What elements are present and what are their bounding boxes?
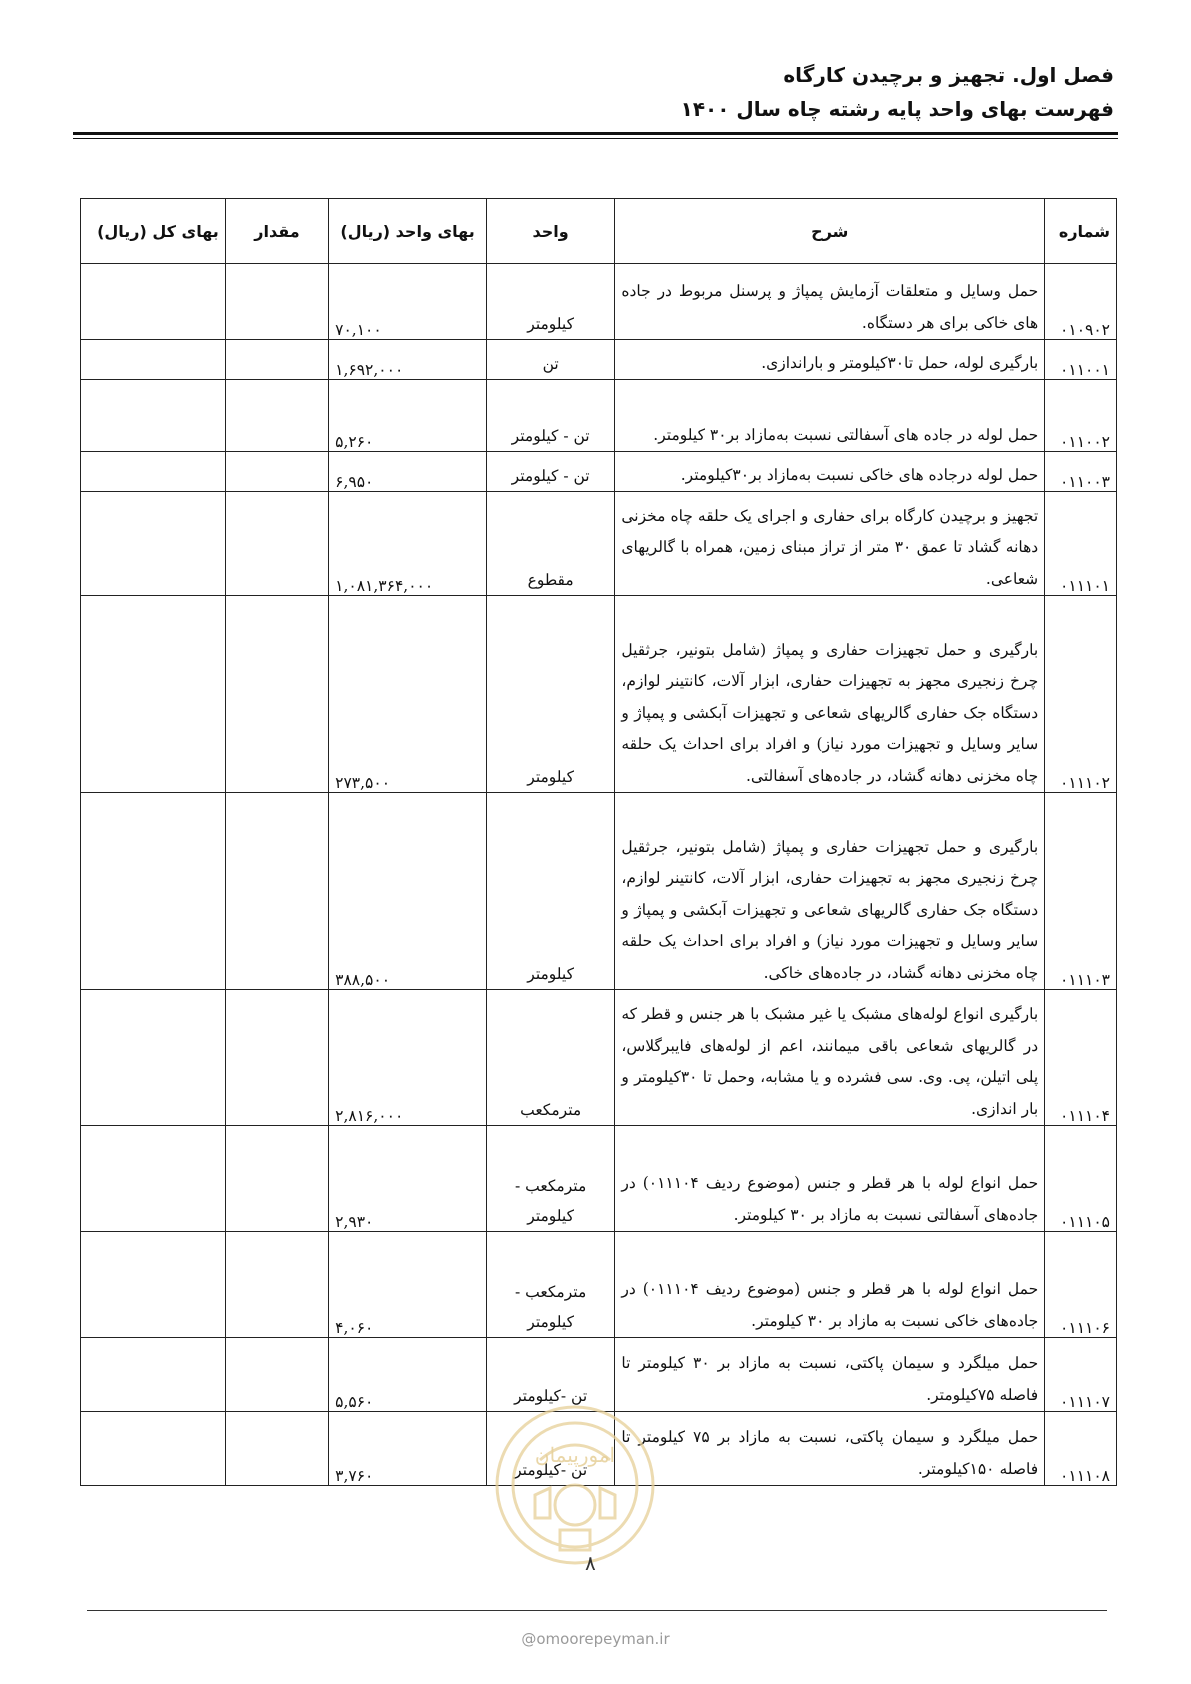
- row-unit-price: ۷۰,۱۰۰: [329, 264, 487, 340]
- row-total: [81, 990, 226, 1126]
- row-unit-price: ۴,۰۶۰: [329, 1232, 487, 1338]
- row-quantity: [225, 452, 328, 492]
- row-total: [81, 492, 226, 596]
- row-unit-price: ۶,۹۵۰: [329, 452, 487, 492]
- watermark-seal-icon: [490, 1400, 660, 1570]
- row-total: [81, 452, 226, 492]
- table-header-row: [81, 199, 1117, 264]
- table-row: [81, 492, 1117, 596]
- row-unit-price: ۳,۷۶۰: [329, 1412, 487, 1486]
- table-row: [81, 452, 1117, 492]
- row-code: ۰۱۱۱۰۷: [1045, 1338, 1117, 1412]
- row-unit: مترمکعب - کیلومتر: [486, 1232, 614, 1338]
- row-code: ۰۱۱۱۰۸: [1045, 1412, 1117, 1486]
- row-description: بارگیری و حمل تجهیزات حفاری و پمپاژ (شامل بتونیر، جرثقیل چرخ زنجیری مجهز به تجهیزات حفاری، ابزار آلات، کانتینر لوازم، دستگاه جک حفاری گالریهای شعاعی و تجهیزات آبکشی و پمپاژ و سایر وسایل و تجهیزات مورد نیاز) و افراد برای احداث یک حلقه چاه مخزنی دهانه گشاد، در جاده‌های خاکی.: [615, 793, 1045, 990]
- row-total: [81, 596, 226, 793]
- row-total: [81, 340, 226, 380]
- row-description: تجهیز و برچیدن کارگاه برای حفاری و اجرای یک حلقه چاه مخزنی دهانه گشاد تا عمق ۳۰ متر از تراز مبنای زمین، همراه با گالریهای شعاعی.: [615, 492, 1045, 596]
- table-row: [81, 1126, 1117, 1232]
- table-row: [81, 793, 1117, 990]
- row-unit-price: ۵,۵۶۰: [329, 1338, 487, 1412]
- row-description: حمل انواع لوله با هر قطر و جنس (موضوع ردیف ۰۱۱۱۰۴) در جاده‌های آسفالتی نسبت به مازاد بر ۳۰ کیلومتر.: [615, 1126, 1045, 1232]
- row-description: حمل وسایل و متعلقات آزمایش پمپاژ و پرسنل مربوط در جاده های خاکی برای هر دستگاه.: [615, 264, 1045, 340]
- header-total: بهای کل (ریال): [81, 199, 226, 264]
- header-description: شرح: [615, 199, 1045, 264]
- row-code: ۰۱۰۹۰۲: [1045, 264, 1117, 340]
- table-row: [81, 1232, 1117, 1338]
- row-quantity: [225, 596, 328, 793]
- row-quantity: [225, 1412, 328, 1486]
- row-quantity: [225, 380, 328, 452]
- table-row: [81, 340, 1117, 380]
- row-quantity: [225, 340, 328, 380]
- row-unit: مقطوع: [486, 492, 614, 596]
- row-code: ۰۱۱۰۰۱: [1045, 340, 1117, 380]
- row-description: بارگیری لوله، حمل تا۳۰کیلومتر و باراندازی.: [615, 340, 1045, 380]
- row-total: [81, 793, 226, 990]
- footer-rule: [87, 1610, 1107, 1611]
- table-row: [81, 264, 1117, 340]
- row-code: ۰۱۱۱۰۱: [1045, 492, 1117, 596]
- row-total: [81, 1412, 226, 1486]
- row-quantity: [225, 1232, 328, 1338]
- row-description: حمل لوله درجاده های خاکی نسبت به‌مازاد بر۳۰کیلومتر.: [615, 452, 1045, 492]
- row-quantity: [225, 793, 328, 990]
- row-code: ۰۱۱۱۰۲: [1045, 596, 1117, 793]
- row-description: حمل انواع لوله با هر قطر و جنس (موضوع ردیف ۰۱۱۱۰۴) در جاده‌های خاکی نسبت به مازاد بر ۳۰ کیلومتر.: [615, 1232, 1045, 1338]
- row-unit: مترمکعب - کیلومتر: [486, 1126, 614, 1232]
- table-row: [81, 596, 1117, 793]
- price-list-table: [80, 198, 1117, 1486]
- row-unit: کیلومتر: [486, 596, 614, 793]
- row-quantity: [225, 492, 328, 596]
- seal-text: امورپیمان: [534, 1443, 616, 1467]
- row-total: [81, 1126, 226, 1232]
- header-rule-thick: [73, 132, 1118, 135]
- row-unit-price: ۲,۸۱۶,۰۰۰: [329, 990, 487, 1126]
- row-unit-price: ۱,۶۹۲,۰۰۰: [329, 340, 487, 380]
- row-unit: تن: [486, 340, 614, 380]
- header-rule-thin: [73, 138, 1118, 139]
- row-unit: تن -کیلومتر: [486, 1412, 614, 1486]
- chapter-title: فصل اول. تجهیز و برچیدن کارگاه: [783, 63, 1114, 87]
- row-unit-price: ۲,۹۳۰: [329, 1126, 487, 1232]
- row-unit: کیلومتر: [486, 793, 614, 990]
- row-description: حمل میلگرد و سیمان پاکتی، نسبت به مازاد بر ۷۵ کیلومتر تا فاصله ۱۵۰کیلومتر.: [615, 1412, 1045, 1486]
- row-unit: مترمکعب: [486, 990, 614, 1126]
- row-total: [81, 380, 226, 452]
- header-unit: واحد: [486, 199, 614, 264]
- row-description: بارگیری انواع لوله‌های مشبک یا غیر مشبک با هر جنس و قطر که در گالریهای شعاعی باقی میمانند، اعم از لوله‌های فایبرگلاس، پلی اتیلن، پی. وی. سی فشرده و یا مشابه، وحمل تا ۳۰کیلومتر و بار اندازی.: [615, 990, 1045, 1126]
- row-unit: تن -کیلومتر: [486, 1338, 614, 1412]
- row-code: ۰۱۱۰۰۳: [1045, 452, 1117, 492]
- header-code: شماره: [1045, 199, 1117, 264]
- row-unit: تن - کیلومتر: [486, 452, 614, 492]
- row-total: [81, 1338, 226, 1412]
- row-code: ۰۱۱۰۰۲: [1045, 380, 1117, 452]
- row-unit-price: ۱,۰۸۱,۳۶۴,۰۰۰: [329, 492, 487, 596]
- header-quantity: مقدار: [225, 199, 328, 264]
- row-description: بارگیری و حمل تجهیزات حفاری و پمپاژ (شامل بتونیر، جرثقیل چرخ زنجیری مجهز به تجهیزات حفاری، ابزار آلات، کانتینر لوازم، دستگاه جک حفاری گالریهای شعاعی و تجهیزات آبکشی و پمپاژ و سایر وسایل و تجهیزات مورد نیاز) و افراد برای احداث یک حلقه چاه مخزنی دهانه گشاد، در جاده‌های آسفالتی.: [615, 596, 1045, 793]
- table-row: [81, 380, 1117, 452]
- row-unit-price: ۳۸۸,۵۰۰: [329, 793, 487, 990]
- row-unit: تن - کیلومتر: [486, 380, 614, 452]
- row-description: حمل لوله در جاده های آسفالتی نسبت به‌مازاد بر۳۰ کیلومتر.: [615, 380, 1045, 452]
- document-subtitle: فهرست بهای واحد پایه رشته چاه سال ۱۴۰۰: [680, 97, 1114, 121]
- row-unit-price: ۲۷۳,۵۰۰: [329, 596, 487, 793]
- page-header: [681, 58, 1114, 126]
- row-total: [81, 264, 226, 340]
- row-code: ۰۱۱۱۰۳: [1045, 793, 1117, 990]
- row-unit-price: ۵,۲۶۰: [329, 380, 487, 452]
- row-code: ۰۱۱۱۰۴: [1045, 990, 1117, 1126]
- row-total: [81, 1232, 226, 1338]
- watermark-site-text: @omoorepeyman.ir: [521, 1630, 670, 1648]
- row-quantity: [225, 264, 328, 340]
- row-code: ۰۱۱۱۰۵: [1045, 1126, 1117, 1232]
- row-quantity: [225, 1338, 328, 1412]
- row-unit: کیلومتر: [486, 264, 614, 340]
- page-number: ۸: [585, 1551, 596, 1575]
- table-row: [81, 990, 1117, 1126]
- row-code: ۰۱۱۱۰۶: [1045, 1232, 1117, 1338]
- row-description: حمل میلگرد و سیمان پاکتی، نسبت به مازاد بر ۳۰ کیلومتر تا فاصله ۷۵کیلومتر.: [615, 1338, 1045, 1412]
- row-quantity: [225, 1126, 328, 1232]
- header-unit-price: بهای واحد (ریال): [329, 199, 487, 264]
- row-quantity: [225, 990, 328, 1126]
